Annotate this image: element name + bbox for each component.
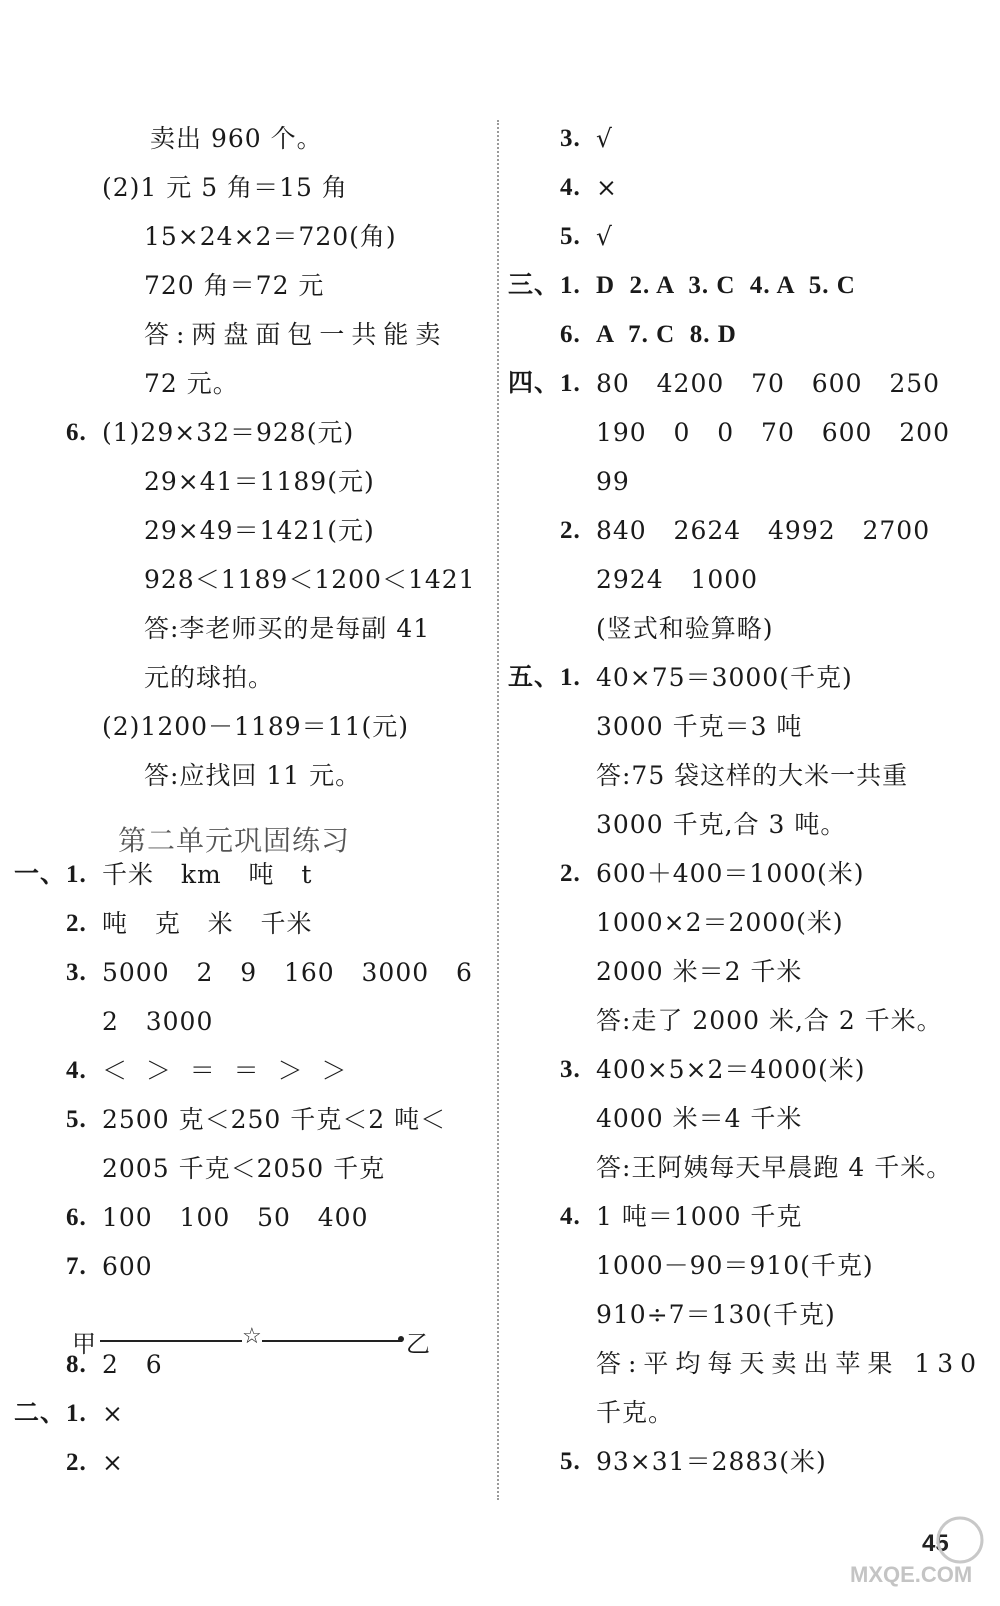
watermark-text: MXQE.COM (850, 1562, 973, 1587)
left-text-line: 5000 2 9 160 3000 6 (102, 958, 473, 987)
left-text-line: 答:李老师买的是每副 41 (144, 614, 431, 643)
diagram-end-dot (398, 1336, 404, 1342)
left-text-line: 15×24×2＝720(角) (144, 222, 397, 251)
left-text-line: 29×49＝1421(元) (144, 516, 375, 545)
right-text-line: √ (596, 222, 613, 251)
left-text-line: 928＜1189＜1200＜1421 (144, 565, 476, 594)
right-text-line: 千克。 (596, 1398, 675, 1427)
right-text-line: 1000×2＝2000(米) (596, 908, 844, 937)
left-text-line: 720 角＝72 元 (144, 271, 325, 300)
right-text-line: 3000 千克,合 3 吨。 (596, 810, 847, 839)
right-text-line: 910÷7＝130(千克) (596, 1300, 836, 1329)
right-text-line: 4. (560, 174, 581, 201)
right-text-line: 三、1. (508, 272, 581, 299)
right-text-line: 840 2624 4992 2700 (596, 516, 931, 545)
right-text-line: 1 吨＝1000 千克 (596, 1202, 803, 1231)
left-text-line: 答:应找回 11 元。 (144, 761, 362, 790)
right-text-line: 600＋400＝1000(米) (596, 859, 865, 888)
column-divider (497, 120, 499, 1500)
left-text-line: 3. (66, 959, 87, 986)
left-text-line: 8. (66, 1351, 87, 1378)
diagram-end-label: 乙 (406, 1330, 430, 1358)
left-text-line: 2. (66, 910, 87, 937)
right-text-line: A 7. C 8. D (596, 321, 737, 348)
distance-line-diagram (72, 1322, 432, 1362)
left-text-line: 100 100 50 400 (102, 1203, 369, 1232)
left-text-line: (1)29×32＝928(元) (102, 418, 355, 447)
right-text-line: 答:75 袋这样的大米一共重 (596, 761, 909, 790)
left-text-line: 6. (66, 1204, 87, 1231)
right-text-line: 4. (560, 1203, 581, 1230)
right-text-line: 6. (560, 321, 581, 348)
left-text-line: 一、1. (14, 861, 87, 888)
right-text-line: 40×75＝3000(千克) (596, 663, 853, 692)
right-text-line: 3000 千克＝3 吨 (596, 712, 803, 741)
left-text-line: 千米 km 吨 t (102, 860, 313, 889)
left-text-line: 600 (102, 1252, 153, 1281)
left-text-line: 吨 克 米 千米 (102, 909, 313, 938)
right-text-line: 3. (560, 1056, 581, 1083)
left-text-line: 72 元。 (144, 369, 239, 398)
right-text-line: 80 4200 70 600 250 (596, 369, 941, 398)
right-text-line: (竖式和验算略) (596, 614, 774, 643)
left-text-line: 2. (66, 1449, 87, 1476)
right-text-line: 1000－90＝910(千克) (596, 1251, 874, 1280)
left-text-line: 2 6 (102, 1350, 163, 1379)
left-text-line: 2500 克＜250 千克＜2 吨＜ (102, 1105, 447, 1134)
left-text-line: 2005 千克＜2050 千克 (102, 1154, 386, 1183)
right-text-line: D 2. A 3. C 4. A 5. C (596, 272, 856, 299)
left-text-line: 卖出 960 个。 (150, 124, 323, 153)
right-text-line: 93×31＝2883(米) (596, 1447, 827, 1476)
left-text-line: 6. (66, 419, 87, 446)
left-text-line: ＜ ＞ ＝ ＝ ＞ ＞ (102, 1056, 348, 1085)
right-text-line: 2. (560, 517, 581, 544)
right-text-line: 5. (560, 223, 581, 250)
left-text-line: (2)1200－1189＝11(元) (102, 712, 409, 741)
right-text-line: 99 (596, 467, 630, 496)
watermark-logo (840, 1512, 990, 1592)
page-number: 45 (922, 1530, 949, 1557)
left-text-line: 4. (66, 1057, 87, 1084)
right-text-line: 答:王阿姨每天早晨跑 4 千米。 (596, 1153, 953, 1182)
right-text-line: √ (596, 124, 613, 153)
left-text-line: 元的球拍。 (144, 663, 275, 692)
left-text-line: 二、1. (14, 1400, 87, 1427)
right-text-line: 190 0 0 70 600 200 (596, 418, 950, 447)
right-text-line: 5. (560, 1448, 581, 1475)
right-text-line: 答:走了 2000 米,合 2 千米。 (596, 1006, 943, 1035)
right-text-line: 四、1. (508, 370, 581, 397)
left-text-line: × (102, 1448, 124, 1477)
right-text-line: 五、1. (508, 664, 581, 691)
left-text-line: × (102, 1399, 124, 1428)
right-text-line: 400×5×2＝4000(米) (596, 1055, 866, 1084)
star-icon: ☆ (242, 1324, 262, 1349)
left-text-line: (2)1 元 5 角＝15 角 (102, 173, 348, 202)
right-text-line: 答:平均每天卖出苹果 130 (596, 1349, 984, 1378)
left-text-line: 7. (66, 1253, 87, 1280)
right-text-line: 2. (560, 860, 581, 887)
section-title: 第二单元巩固练习 (118, 824, 351, 857)
left-text-line: 答:两盘面包一共能卖 (144, 320, 448, 349)
left-text-line: 5. (66, 1106, 87, 1133)
diagram-start-label: 甲 (72, 1330, 96, 1358)
right-text-line: × (596, 173, 618, 202)
right-text-line: 4000 米＝4 千米 (596, 1104, 803, 1133)
right-text-line: 2000 米＝2 千米 (596, 957, 803, 986)
left-text-line: 29×41＝1189(元) (144, 467, 375, 496)
right-text-line: 2924 1000 (596, 565, 759, 594)
right-text-line: 3. (560, 125, 581, 152)
left-text-line: 2 3000 (102, 1007, 214, 1036)
